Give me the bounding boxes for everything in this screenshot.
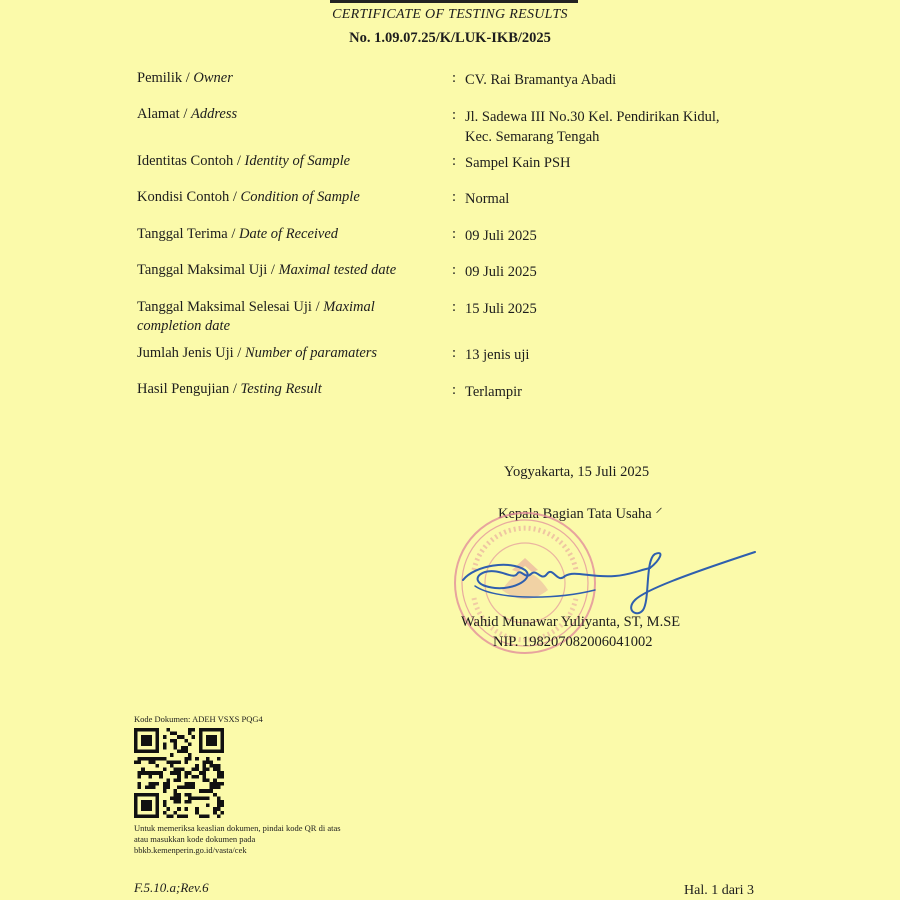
- field-label-sample-identity: Identitas Contoh / Identity of Sample: [137, 153, 351, 169]
- field-value-sample-identity: Sampel Kain PSH: [465, 155, 571, 171]
- field-colon: :: [452, 107, 457, 123]
- verification-note: Untuk memeriksa keaslian dokumen, pindai kode QR di atas atau masukkan kode dokumen pada bbkb.kemenperin.go.id/vasta/cek: [134, 823, 341, 855]
- page-number: Hal. 1 dari 3: [684, 883, 754, 898]
- title-underline: [330, 0, 578, 3]
- field-colon: :: [452, 153, 457, 169]
- field-value-number-of-parameters: 13 jenis uji: [465, 347, 530, 363]
- field-label-number-of-parameters: Jumlah Jenis Uji / Number of paramaters: [137, 345, 378, 361]
- document-code: Kode Dokumen: ADEH VSXS PQG4: [134, 714, 263, 724]
- field-value-owner: CV. Rai Bramantya Abadi: [465, 72, 617, 88]
- signer-name: Wahid Munawar Yuliyanta, ST, M.SE: [461, 614, 681, 630]
- qr-code[interactable]: [134, 728, 224, 818]
- field-label-max-completion-date: Tanggal Maksimal Selesai Uji / Maximal completion date: [137, 299, 375, 334]
- field-value-address: Jl. Sadewa III No.30 Kel. Pendirikan Kidul, Kec. Semarang Tengah: [465, 109, 720, 145]
- field-label-owner: Pemilik / Owner: [137, 70, 233, 86]
- field-value-date-received: 09 Juli 2025: [465, 228, 537, 244]
- field-colon: :: [452, 226, 457, 242]
- certificate-number: No. 1.09.07.25/K/LUK-IKB/2025: [349, 30, 551, 46]
- field-value-max-tested-date: 09 Juli 2025: [465, 264, 537, 280]
- field-label-max-tested-date: Tanggal Maksimal Uji / Maximal tested date: [137, 262, 397, 278]
- field-value-max-completion-date: 15 Juli 2025: [465, 301, 537, 317]
- signer-nip: NIP. 198207082006041002: [493, 634, 653, 650]
- form-code: F.5.10.a;Rev.6: [134, 880, 209, 895]
- field-label-testing-result: Hasil Pengujian / Testing Result: [137, 381, 322, 397]
- field-colon: :: [452, 70, 457, 86]
- field-colon: :: [452, 382, 457, 398]
- handwritten-signature: [455, 540, 765, 620]
- field-colon: :: [452, 262, 457, 278]
- field-colon: :: [452, 345, 457, 361]
- place-date: Yogyakarta, 15 Juli 2025: [504, 464, 650, 480]
- field-value-sample-condition: Normal: [465, 191, 510, 207]
- field-colon: :: [452, 189, 457, 205]
- field-label-address: Alamat / Address: [137, 106, 238, 122]
- field-colon: :: [452, 299, 457, 315]
- field-label-sample-condition: Kondisi Contoh / Condition of Sample: [137, 189, 360, 205]
- field-label-date-received: Tanggal Terima / Date of Received: [137, 226, 339, 242]
- field-value-testing-result: Terlampir: [465, 384, 522, 400]
- signer-position: Kepala Bagian Tata Usaha ⸍: [498, 506, 663, 522]
- paraf-mark: ⸍: [651, 506, 663, 522]
- certificate-subtitle: CERTIFICATE OF TESTING RESULTS: [332, 7, 568, 22]
